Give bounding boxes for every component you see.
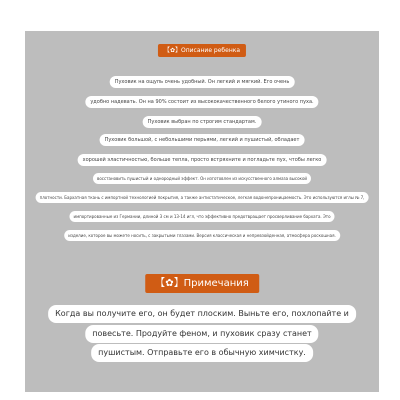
description-line: Пуховик выбран по строгим стандартам. <box>143 116 262 128</box>
description-line: Пуховик большой, с небольшими перьями, легкий и пушистый, обладает <box>100 134 305 146</box>
section-header-child-description: 【✿】Описание ребенка <box>158 44 246 57</box>
description-line: плотности. Бархатная ткань с импортной технологией покрытия, а также антистатическое, легкая водонепроницаемость. Это используются иглы № 7, <box>36 192 369 203</box>
description-line: изделие, которое вы можете носить, с закрытыми глазами. Версия классическая и непревзойденная, атмосфера роскошная. <box>64 230 340 241</box>
notes-line: пушистым. Отправьте его в обычную химчистку. <box>91 344 313 362</box>
notes-line: Когда вы получите его, он будет плоским. Выньте его, похлопайте и <box>48 305 356 323</box>
description-line: импортированные из Германии, длиной 3 см и 13-14 игл, что эффективно предотвращает просверливание бархата. Это <box>69 211 334 222</box>
section-header-notes: 【✿】Примечания <box>145 274 259 293</box>
notes-line: повесьте. Продуйте феном, и пуховик сразу станет <box>85 325 318 343</box>
product-description-panel <box>25 31 379 392</box>
description-line: восстановить пушистый и однородный эффект. Он изготовлен из искусственного алмаза высокой <box>93 173 311 184</box>
description-line: хорошей эластичностью, больше тепла, просто встряхните и погладьте пух, чтобы легко <box>78 154 327 166</box>
description-line: Пуховик на ощупь очень удобный. Он легкий и мягкий. Его очень <box>110 76 295 88</box>
description-line: удобно надевать. Он на 90% состоит из высококачественного белого утиного пуха. <box>85 96 318 108</box>
